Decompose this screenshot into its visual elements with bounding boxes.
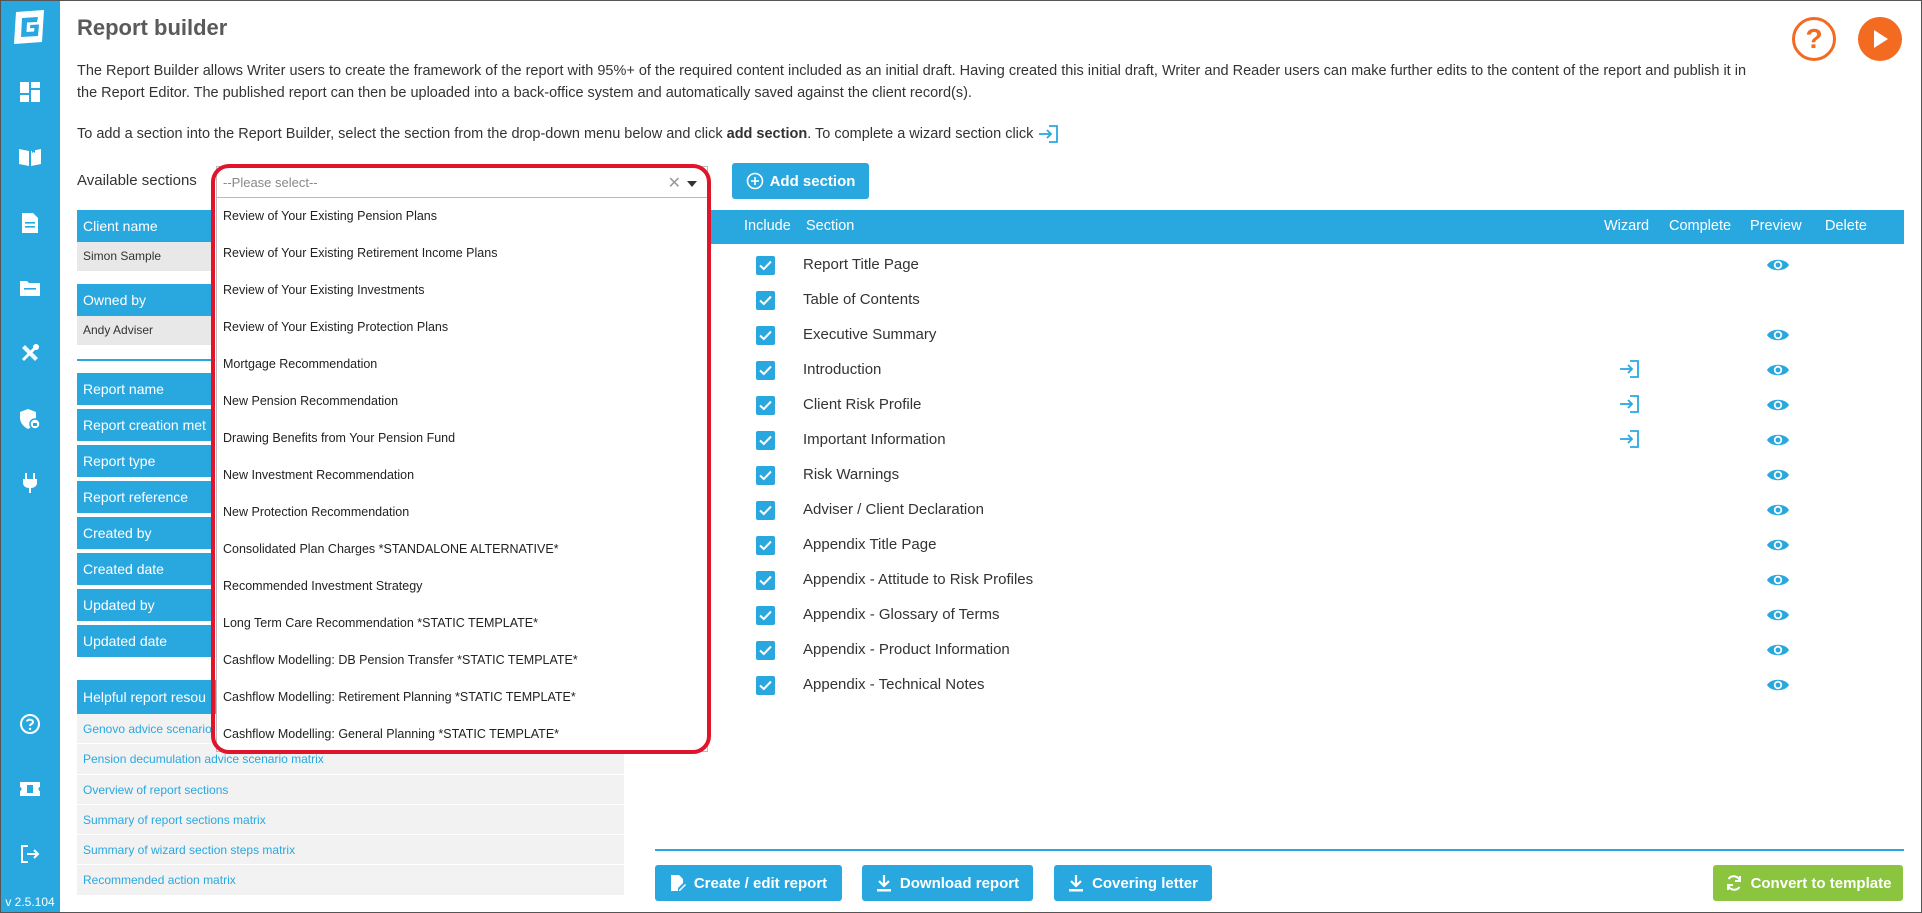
col-wizard: Wizard (1604, 218, 1650, 234)
table-row (656, 283, 1904, 318)
client-name-value: Simon Sample (77, 242, 211, 271)
report-info-panel (77, 210, 211, 657)
play-icon (1871, 29, 1889, 49)
preview-eye-icon[interactable] (1766, 326, 1790, 344)
dropdown-option[interactable]: New Pension Recommendation (223, 394, 399, 408)
section-name: Table of Contents (803, 291, 920, 308)
preview-eye-icon[interactable] (1766, 676, 1790, 694)
dropdown-option[interactable]: Review of Your Existing Investments (223, 283, 425, 297)
table-row (656, 633, 1904, 668)
include-checkbox[interactable] (756, 256, 775, 275)
help-button[interactable] (1792, 17, 1836, 61)
shield-lock-icon[interactable] (17, 406, 43, 432)
side-nav (0, 0, 60, 913)
instructions (77, 124, 1059, 144)
info-field-report-type: Report type (77, 445, 211, 477)
dashboard-icon[interactable] (17, 79, 43, 105)
section-name: Introduction (803, 361, 882, 378)
wizard-enter-icon[interactable] (1618, 429, 1640, 451)
preview-eye-icon[interactable] (1766, 571, 1790, 589)
page-title: Report builder (77, 15, 228, 40)
info-field-report-reference: Report reference (77, 481, 211, 513)
section-name: Appendix - Technical Notes (803, 676, 985, 693)
resources-header: Helpful report resou (77, 680, 624, 714)
include-checkbox[interactable] (756, 431, 775, 450)
question-mark-icon: ? (1805, 23, 1823, 54)
col-include: Include (744, 218, 791, 234)
preview-eye-icon[interactable] (1766, 606, 1790, 624)
include-checkbox[interactable] (756, 641, 775, 660)
col-delete: Delete (1825, 218, 1867, 234)
wizard-enter-icon[interactable] (1618, 394, 1640, 416)
resource-link[interactable]: Summary of wizard section steps matrix (77, 835, 624, 865)
ticket-icon[interactable] (17, 776, 43, 802)
sections-dropdown-list (216, 198, 708, 752)
resource-link[interactable]: Pension decumulation advice scenario matrix (77, 744, 624, 774)
section-name: Important Information (803, 431, 946, 448)
instructions-bold: add section (726, 126, 808, 142)
info-field-created-date: Created date (77, 553, 211, 585)
book-icon[interactable] (17, 143, 43, 169)
preview-eye-icon[interactable] (1766, 396, 1790, 414)
info-field-report-name: Report name (77, 373, 211, 405)
include-checkbox[interactable] (756, 606, 775, 625)
include-checkbox[interactable] (756, 291, 775, 310)
intro-paragraph: The Report Builder allows Writer users to create the framework of the report with 95%+ of the required content included as an initial draft. Having created this initial draft, Writer and Reader users can make further edits to the content of the report and publish it in the Report Editor. The published report can then be uploaded into a back-office system and automatically saved against the client record(s). (77, 63, 1747, 101)
include-checkbox[interactable] (756, 361, 775, 380)
resource-link[interactable]: Overview of report sections (77, 775, 624, 805)
available-sections-label: Available sections (77, 172, 197, 189)
section-name: Risk Warnings (803, 466, 900, 483)
tools-icon[interactable] (17, 340, 43, 366)
download-icon (876, 874, 892, 892)
wizard-enter-icon[interactable] (1618, 359, 1640, 381)
table-row (656, 388, 1904, 423)
dropdown-option[interactable]: New Investment Recommendation (223, 468, 415, 482)
table-row (656, 668, 1904, 703)
dropdown-option[interactable]: Review of Your Existing Protection Plans (223, 320, 449, 334)
include-checkbox[interactable] (756, 571, 775, 590)
include-checkbox[interactable] (756, 466, 775, 485)
download-report-button[interactable] (862, 865, 1033, 901)
convert-label: Convert to template (1750, 874, 1892, 892)
section-name: Appendix - Product Information (803, 641, 1010, 658)
dropdown-option[interactable]: Review of Your Existing Retirement Income Plans (223, 246, 498, 260)
plug-icon[interactable] (17, 470, 43, 496)
include-checkbox[interactable] (756, 676, 775, 695)
edit-document-icon (670, 874, 686, 892)
section-name: Appendix Title Page (803, 536, 937, 553)
folder-icon[interactable] (17, 275, 43, 301)
table-row (656, 353, 1904, 388)
table-row (656, 318, 1904, 353)
section-name: Appendix - Glossary of Terms (803, 606, 1000, 623)
dropdown-option[interactable]: Recommended Investment Strategy (223, 579, 423, 593)
section-name: Appendix - Attitude to Risk Profiles (803, 571, 1034, 588)
col-preview: Preview (1750, 218, 1802, 234)
table-row (656, 423, 1904, 458)
dropdown-option[interactable]: Drawing Benefits from Your Pension Fund (223, 431, 456, 445)
owned-by-header: Owned by (77, 284, 211, 316)
resource-link[interactable]: Summary of report sections matrix (77, 805, 624, 835)
plus-circle-icon (746, 172, 764, 190)
dropdown-option[interactable]: Review of Your Existing Pension Plans (223, 209, 438, 223)
instructions-prefix: To add a section into the Report Builder, select the section from the drop-down menu below and click (77, 126, 723, 142)
table-row (656, 598, 1904, 633)
include-checkbox[interactable] (756, 501, 775, 520)
divider (655, 849, 1904, 851)
col-complete: Complete (1669, 218, 1732, 234)
create-edit-label: Create / edit report (693, 874, 828, 892)
preview-eye-icon[interactable] (1766, 501, 1790, 519)
preview-eye-icon[interactable] (1766, 256, 1790, 274)
include-checkbox[interactable] (756, 396, 775, 415)
section-name: Report Title Page (803, 256, 919, 273)
include-checkbox[interactable] (756, 326, 775, 345)
table-row (656, 563, 1904, 598)
table-body (656, 244, 1904, 703)
convert-to-template-button[interactable] (1713, 865, 1903, 901)
include-checkbox[interactable] (756, 536, 775, 555)
wizard-enter-icon (1037, 124, 1059, 144)
resource-link[interactable]: Recommended action matrix (77, 865, 624, 895)
create-edit-report-button[interactable] (655, 865, 842, 901)
dropdown-option[interactable]: Long Term Care Recommendation *STATIC TEMPLATE* (223, 616, 538, 630)
add-section-label: Add section (769, 172, 856, 190)
dropdown-option[interactable]: Consolidated Plan Charges *STANDALONE ALTERNATIVE* (223, 542, 559, 556)
client-name-header: Client name (77, 210, 211, 242)
table-header (656, 210, 1904, 244)
dropdown-option[interactable]: Cashflow Modelling: DB Pension Transfer *STATIC TEMPLATE* (223, 653, 578, 667)
download-label: Download report (899, 874, 1020, 892)
table-row (656, 248, 1904, 283)
select-placeholder: --Please select-- (223, 174, 318, 190)
preview-eye-icon[interactable] (1766, 466, 1790, 484)
dropdown-option[interactable]: Mortgage Recommendation (223, 357, 378, 371)
chevron-down-icon[interactable] (687, 181, 697, 187)
add-section-button[interactable] (732, 163, 869, 199)
info-field-updated-date: Updated date (77, 625, 211, 657)
table-row (656, 493, 1904, 528)
refresh-icon (1725, 874, 1743, 892)
version-label: v 2.5.104 (5, 895, 55, 909)
table-row (656, 528, 1904, 563)
preview-eye-icon[interactable] (1766, 641, 1790, 659)
clear-icon[interactable]: ✕ (667, 175, 681, 192)
resource-link[interactable]: Genovo advice scenario (77, 714, 624, 744)
info-field-updated-by: Updated by (77, 589, 211, 621)
document-icon[interactable] (17, 210, 43, 236)
preview-eye-icon[interactable] (1766, 431, 1790, 449)
dropdown-option[interactable]: Cashflow Modelling: Retirement Planning *STATIC TEMPLATE* (223, 690, 576, 704)
section-name: Client Risk Profile (803, 396, 922, 413)
owned-by-value: Andy Adviser (77, 316, 211, 345)
dropdown-option[interactable]: Cashflow Modelling: General Planning *STATIC TEMPLATE* (223, 727, 560, 741)
available-sections-select[interactable] (216, 166, 708, 198)
logout-icon[interactable] (17, 841, 43, 867)
table-row (656, 458, 1904, 493)
covering-letter-label: Covering letter (1092, 874, 1198, 892)
help-circle-icon[interactable] (17, 711, 43, 737)
instructions-suffix: . To complete a wizard section click (807, 126, 1034, 142)
info-field-created-by: Created by (77, 517, 211, 549)
covering-letter-button[interactable] (1054, 865, 1212, 901)
play-tutorial-button[interactable] (1858, 17, 1902, 61)
preview-eye-icon[interactable] (1766, 536, 1790, 554)
dropdown-option[interactable]: New Protection Recommendation (223, 505, 410, 519)
col-section: Section (806, 218, 855, 234)
section-name: Executive Summary (803, 326, 937, 343)
preview-eye-icon[interactable] (1766, 361, 1790, 379)
section-name: Adviser / Client Declaration (803, 501, 984, 518)
download-icon (1068, 874, 1084, 892)
app-logo-icon[interactable] (10, 8, 48, 46)
sections-table (656, 210, 1904, 703)
info-field-report-creation-method: Report creation met (77, 409, 211, 441)
